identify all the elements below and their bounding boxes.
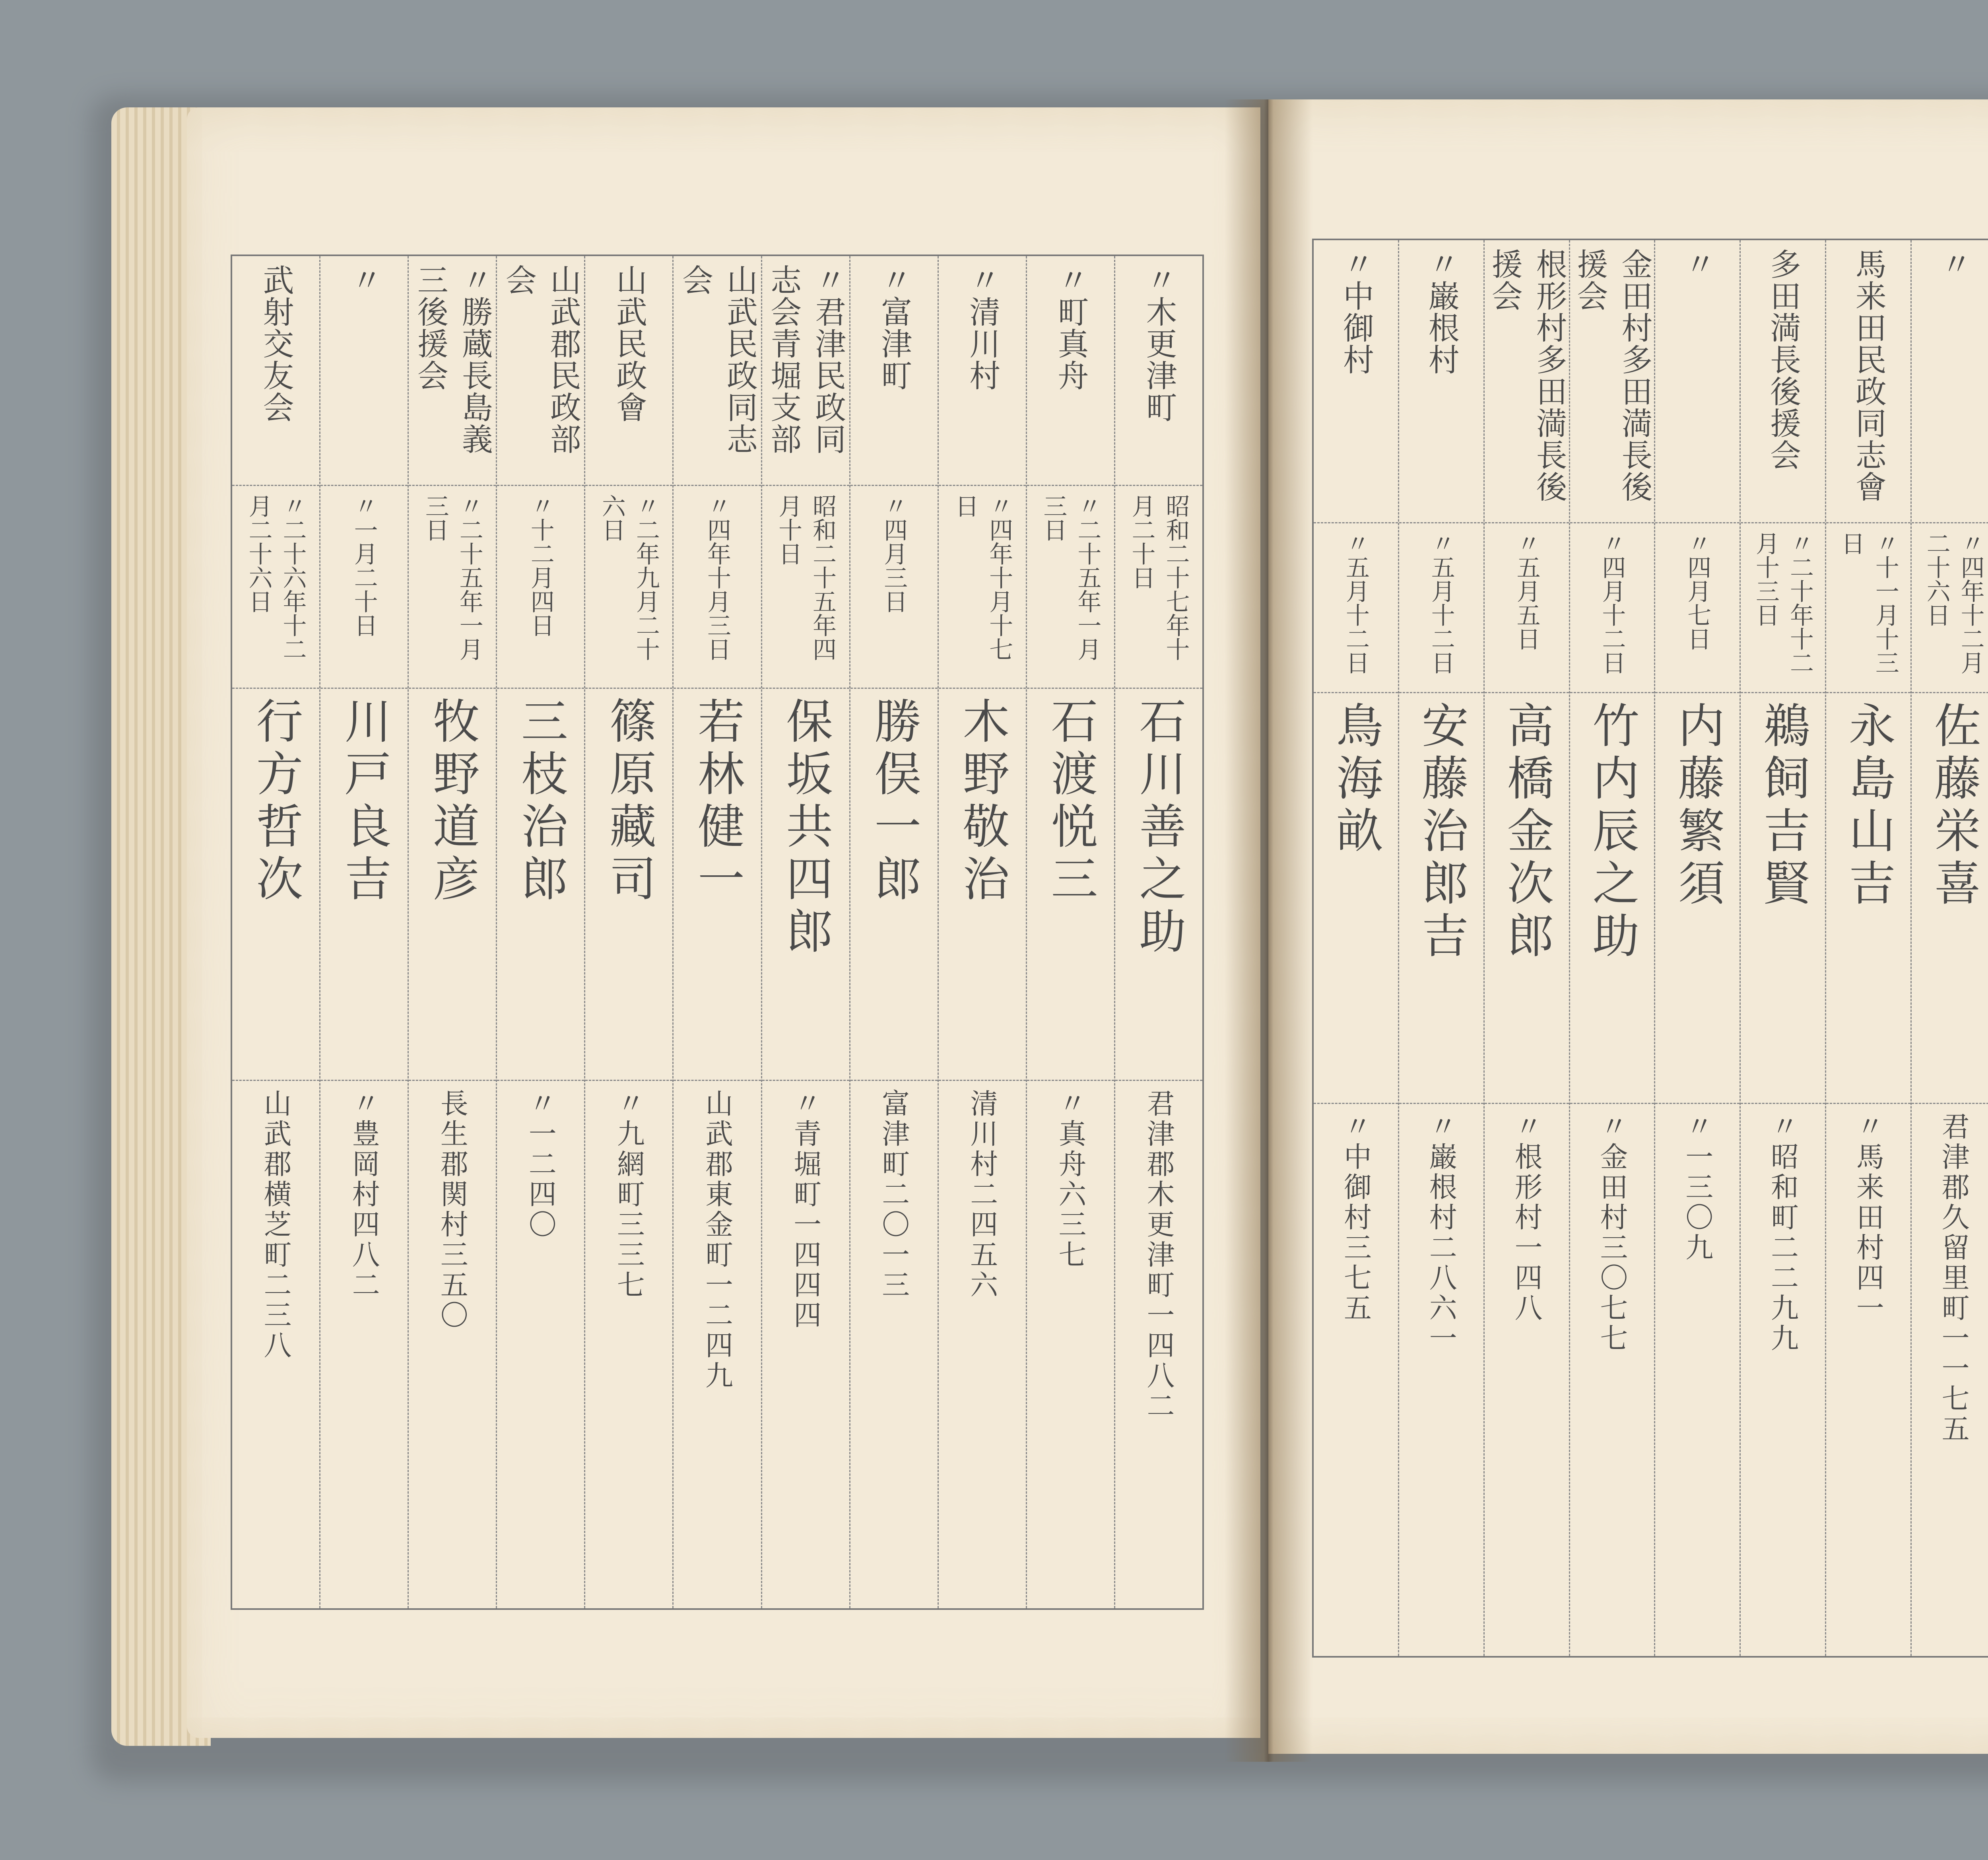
registration-date: 〃四月十二日 — [1570, 523, 1654, 693]
registration-date: 〃五月五日 — [1485, 523, 1569, 693]
table-row — [584, 256, 672, 1608]
group-name: 〃巌根村 — [1399, 240, 1483, 523]
representative-name: 佐藤栄喜 — [1912, 693, 1988, 1104]
address: 富津町二〇一三 — [877, 1089, 910, 1300]
representative-name: 高橋金次郎 — [1485, 693, 1569, 1104]
table-row — [408, 256, 496, 1608]
representative-name: 川戸良吉 — [320, 689, 408, 1081]
group-name: 山武民政會 — [585, 256, 672, 486]
representative-name: 行方哲次 — [232, 689, 319, 1081]
book-gutter — [1225, 99, 1312, 1762]
representative-name: 鵜飼吉賢 — [1741, 693, 1825, 1104]
address: 〃巌根村二八六一 — [1425, 1112, 1458, 1354]
table-row — [1398, 240, 1483, 1656]
table-row — [232, 256, 319, 1608]
address: 長生郡関村三五〇 — [436, 1089, 469, 1331]
group-name: 武射交友会 — [232, 256, 319, 486]
registration-date: 〃二十年十二月十三日 — [1741, 523, 1825, 693]
registration-date: 〃五月十二日 — [1314, 523, 1398, 693]
table-row — [761, 256, 849, 1608]
group-name: 金田村多田満長後援会 — [1570, 240, 1654, 523]
address: 君津郡久留里町一一七五 — [1937, 1112, 1970, 1444]
table-row — [1114, 256, 1202, 1608]
representative-name: 永島山吉 — [1826, 693, 1910, 1104]
representative-name: 篠原藏司 — [585, 689, 672, 1081]
address: 〃根形村一四八 — [1510, 1112, 1543, 1324]
registration-date: 昭和二十七年十月二十日 — [1115, 486, 1202, 689]
registration-date: 〃四月三日 — [850, 486, 938, 689]
registration-date: 〃四年十月三日 — [674, 486, 761, 689]
representative-name: 勝俣一郎 — [850, 689, 938, 1081]
registration-date: 〃四年十二月二十六日 — [1912, 523, 1988, 693]
address: 〃金田村三〇七七 — [1595, 1112, 1628, 1354]
table-row — [672, 256, 761, 1608]
address: 〃一二四〇 — [524, 1089, 557, 1240]
address: 君津郡木更津町一四八二 — [1142, 1089, 1175, 1421]
table-row — [1569, 240, 1654, 1656]
group-name: 〃木更津町 — [1115, 256, 1202, 486]
representative-name: 竹内辰之助 — [1570, 693, 1654, 1104]
registration-date: 〃四月七日 — [1655, 523, 1740, 693]
registration-date: 〃二十五年一月三日 — [1027, 486, 1114, 689]
table-row — [849, 256, 938, 1608]
address: 〃青堀町一四四四 — [789, 1089, 822, 1331]
table-row — [1654, 240, 1740, 1656]
address: 山武郡横芝町二三八 — [259, 1089, 292, 1361]
registration-date: 〃十一月十三日 — [1826, 523, 1910, 693]
right-register-table — [1312, 239, 1988, 1658]
address: 清川村二四五六 — [965, 1089, 998, 1300]
address: 〃真舟六三七 — [1054, 1089, 1087, 1270]
registration-date: 〃二十六年十二月二十六日 — [232, 486, 319, 689]
group-name: 〃 — [1655, 240, 1740, 523]
address: 〃豊岡村四八二 — [348, 1089, 381, 1300]
representative-name: 三枝治郎 — [497, 689, 584, 1081]
registration-date: 〃四年十月十七日 — [939, 486, 1026, 689]
representative-name: 石渡悦三 — [1027, 689, 1114, 1081]
representative-name: 保坂共四郎 — [762, 689, 849, 1081]
group-name: 根形村多田満長後援会 — [1485, 240, 1569, 523]
table-row — [1740, 240, 1825, 1656]
table-row — [1910, 240, 1988, 1656]
registration-date: 〃一月二十日 — [320, 486, 408, 689]
representative-name: 木野敬治 — [939, 689, 1026, 1081]
registration-date: 〃二十五年一月三日 — [409, 486, 496, 689]
table-row — [938, 256, 1026, 1608]
registration-date: 〃二年九月二十六日 — [585, 486, 672, 689]
address: 〃馬来田村四一 — [1852, 1112, 1885, 1324]
group-name: 山武民政同志会 — [674, 256, 761, 486]
table-row — [1825, 240, 1910, 1656]
address: 〃中御村三七五 — [1339, 1112, 1372, 1324]
representative-name: 鳥海畝 — [1314, 693, 1398, 1104]
group-name: 〃町真舟 — [1027, 256, 1114, 486]
registration-date: 〃十二月四日 — [497, 486, 584, 689]
group-name: 〃清川村 — [939, 256, 1026, 486]
table-row — [1483, 240, 1569, 1656]
representative-name: 牧野道彦 — [409, 689, 496, 1081]
registration-date: 昭和二十五年四月十日 — [762, 486, 849, 689]
address: 〃一三〇九 — [1681, 1112, 1714, 1263]
representative-name: 内藤繁須 — [1655, 693, 1740, 1104]
table-row — [319, 256, 408, 1608]
representative-name: 若林健一 — [674, 689, 761, 1081]
left-register-table — [231, 255, 1204, 1610]
group-name: 〃君津民政同志会青堀支部 — [762, 256, 849, 486]
address: 〃九網町三三七 — [612, 1089, 645, 1300]
group-name: 山武郡民政部会 — [497, 256, 584, 486]
representative-name: 安藤治郎吉 — [1399, 693, 1483, 1104]
registration-date: 〃五月十二日 — [1399, 523, 1483, 693]
address: 〃昭和町二二九九 — [1766, 1112, 1799, 1354]
group-name: 〃 — [1912, 240, 1988, 523]
table-row — [1314, 240, 1398, 1656]
group-name: 多田満長後援会 — [1741, 240, 1825, 523]
group-name: 〃富津町 — [850, 256, 938, 486]
group-name: 馬来田民政同志會 — [1826, 240, 1910, 523]
table-row — [496, 256, 584, 1608]
table-row — [1026, 256, 1114, 1608]
group-name: 〃勝蔵長島義三後援会 — [409, 256, 496, 486]
representative-name: 石川善之助 — [1115, 689, 1202, 1081]
address: 山武郡東金町一二四九 — [701, 1089, 734, 1391]
group-name: 〃中御村 — [1314, 240, 1398, 523]
group-name: 〃 — [320, 256, 408, 486]
